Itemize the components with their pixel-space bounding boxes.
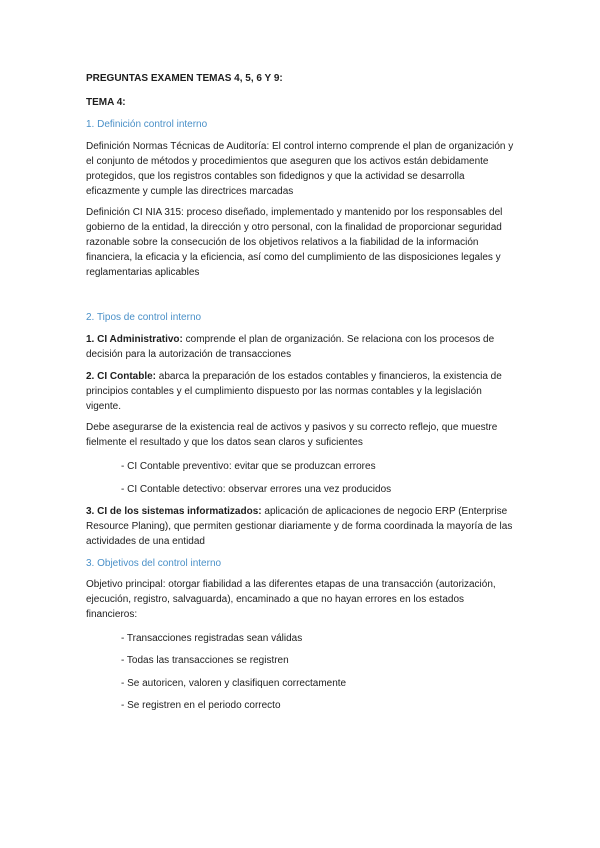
item-text: abarca la preparación de los estados contables y financieros, la existencia de principios contables y el cumplimiento dispuesto por las normas contables y la legislación vigente. xyxy=(86,371,502,412)
section-heading-tipos: 2. Tipos de control interno xyxy=(86,312,202,323)
item-label: 1. CI Administrativo: xyxy=(86,334,183,345)
section-heading-objetivos: 3. Objetivos del control interno xyxy=(86,558,222,569)
list-item: - Todas las transacciones se registren xyxy=(121,655,289,666)
list-item: - Transacciones registradas sean válidas xyxy=(121,633,303,644)
item-label: 3. CI de los sistemas informatizados: xyxy=(86,506,262,517)
item-ci-administrativo xyxy=(86,332,516,362)
paragraph-definicion-nia: Definición CI NIA 315: proceso diseñado, implementado y mantenido por los responsables del gobierno de la entidad, la dirección y otro personal, con la finalidad de proporcionar seguridad razonable sobre la consecución de los objetivos relativos a la fiabilidad de la información financiera, la eficacia y la eficiencia, así como del cumplimiento de las disposiciones legales y reglamentarias aplicables xyxy=(86,207,503,278)
tema-heading: TEMA 4: xyxy=(86,97,126,108)
item-ci-sistemas xyxy=(86,504,516,549)
item-text: comprende el plan de organización. Se relaciona con los procesos de decisión para la autorización de transacciones xyxy=(86,334,495,360)
list-item: - Se registren en el periodo correcto xyxy=(121,700,281,711)
paragraph-definicion-nta: Definición Normas Técnicas de Auditoría: El control interno comprende el plan de organización y el conjunto de métodos y procedimientos que aseguren que los activos están debidamente protegidos, que los registros contables son fidedignos y que la actividad se desarrolla eficazmente y cumple las directrices marcadas xyxy=(86,141,514,197)
item-label: 2. CI Contable: xyxy=(86,371,157,382)
list-item: - CI Contable preventivo: evitar que se produzcan errores xyxy=(121,461,376,472)
paragraph-debe-asegurarse: Debe asegurarse de la existencia real de activos y pasivos y su correcto reflejo, que muestre fielmente el resultado y que los datos sean claros y suficientes xyxy=(86,422,498,448)
item-text: aplicación de aplicaciones de negocio ERP (Enterprise Resource Planing), que permiten gestionar diariamente y de forma coordinada la mayoría de las actividades de una entidad xyxy=(86,506,513,547)
list-item: - Se autoricen, valoren y clasifiquen correctamente xyxy=(121,678,347,689)
item-ci-contable xyxy=(86,369,516,414)
list-item: - CI Contable detectivo: observar errores una vez producidos xyxy=(121,484,392,495)
paragraph-objetivo-principal: Objetivo principal: otorgar fiabilidad a las diferentes etapas de una transacción (autorización, ejecución, registro, salvaguarda), encaminado a que no hayan errores en los estados financieros: xyxy=(86,579,496,620)
section-heading-definicion: 1. Definición control interno xyxy=(86,119,208,130)
document-title: PREGUNTAS EXAMEN TEMAS 4, 5, 6 Y 9: xyxy=(86,73,283,84)
